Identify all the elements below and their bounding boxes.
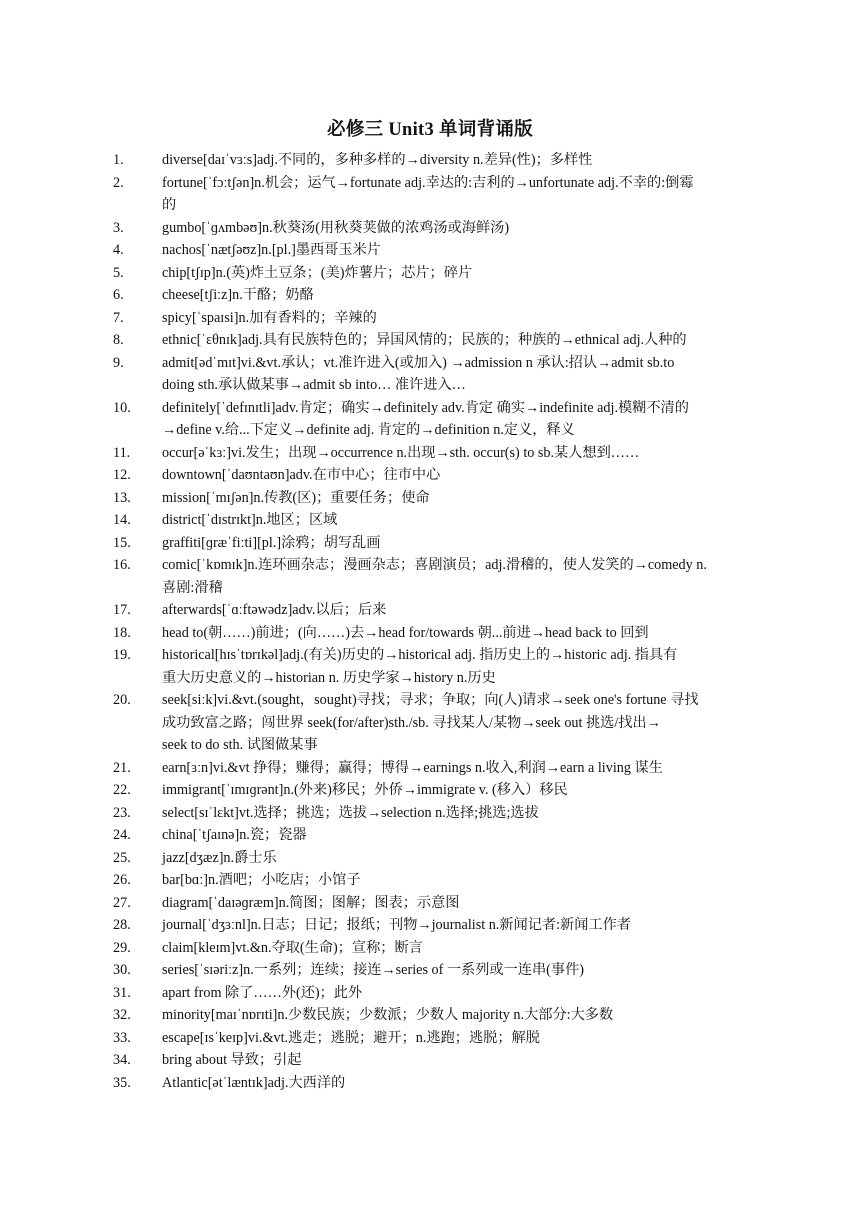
entry-number: 30.	[113, 962, 131, 978]
entry-line: comic[ˈkɒmɪk]n.连环画杂志；漫画杂志；喜剧演员；adj.滑稽的，使人发笑的→comedy n.	[162, 557, 707, 573]
entry-number: 5.	[113, 264, 124, 281]
vocab-entry	[0, 307, 860, 330]
entry-number: 24.	[113, 827, 131, 843]
entry-number: 1.	[113, 152, 124, 168]
entry-text	[162, 914, 732, 937]
entry-text	[162, 487, 732, 510]
entry-line: seek[siːk]vi.&vt.(sought，sought)寻找；寻求；争取；向(人)请求→seek one's fortune 寻找	[162, 692, 699, 708]
entry-number: 8.	[113, 332, 124, 348]
vocab-entry	[0, 802, 860, 825]
entry-line: claim[kleɪm]vt.&n.夺取(生命)；宣称；断言	[162, 939, 423, 956]
entry-line: apart from 除了……外(还)；此外	[162, 984, 363, 1001]
entry-number: 2.	[113, 174, 124, 191]
entry-number: 25.	[113, 849, 131, 866]
entry-number: 12.	[113, 467, 131, 483]
entry-line: earn[ɜːn]vi.&vt 挣得；赚得；赢得；博得→earnings n.收入,利润→earn a living 谋生	[162, 759, 663, 776]
entry-text	[162, 1027, 732, 1050]
entry-number: 31.	[113, 984, 131, 1001]
entry-line: mission[ˈmɪʃən]n.传教(区)；重要任务；使命	[162, 489, 430, 506]
vocab-entry	[0, 329, 860, 352]
vocab-entry	[0, 1049, 860, 1072]
entry-text	[162, 284, 732, 307]
entry-line: district[ˈdɪstrɪkt]n.地区；区域	[162, 512, 338, 528]
entry-line: jazz[dʒæz]n.爵士乐	[162, 849, 277, 866]
entry-number: 29.	[113, 939, 131, 956]
entry-line: Atlantic[ətˈlæntɪk]adj.大西洋的	[162, 1074, 346, 1091]
entry-line: admit[ədˈmɪt]vi.&vt.承认；vt.准许进入(或加入) →admission n 承认:招认→admit sb.to	[162, 354, 675, 371]
vocabulary-list	[0, 149, 860, 1094]
vocab-entry	[0, 824, 860, 847]
vocab-entry	[0, 352, 860, 397]
entry-line: 喜剧:滑稽	[162, 579, 223, 596]
vocab-entry	[0, 1004, 860, 1027]
entry-line: afterwards[ˈɑːftəwədz]adv.以后；后来	[162, 602, 387, 618]
entry-line: cheese[tʃiːz]n.干酪；奶酪	[162, 287, 314, 303]
entry-line: fortune[ˈfɔːtʃən]n.机会；运气→fortunate adj.幸达的:吉利的→unfortunate adj.不幸的:倒霉	[162, 174, 694, 191]
entry-text	[162, 689, 732, 757]
entry-text	[162, 172, 732, 217]
entry-line: downtown[ˈdaʊntaʊn]adv.在市中心；往市中心	[162, 467, 441, 483]
entry-text	[162, 644, 732, 689]
page-title: 必修三 Unit3 单词背诵版	[327, 120, 533, 140]
vocab-entry	[0, 442, 860, 465]
entry-number: 20.	[113, 692, 131, 708]
entry-line: 重大历史意义的→historian n. 历史学家→history n.历史	[162, 669, 496, 686]
entry-line: immigrant[ˈɪmɪɡrənt]n.(外来)移民；外侨→immigrate v. (移入）移民	[162, 782, 568, 798]
entry-text	[162, 352, 732, 397]
entry-text	[162, 757, 732, 780]
vocab-entry	[0, 622, 860, 645]
entry-text	[162, 307, 732, 330]
entry-text	[162, 262, 732, 285]
entry-number: 26.	[113, 872, 131, 888]
entry-number: 23.	[113, 804, 131, 821]
entry-line: graffiti[ɡræˈfiːti][pl.]涂鸦；胡写乱画	[162, 534, 381, 551]
entry-number: 32.	[113, 1007, 131, 1023]
entry-line: definitely[ˈdefɪnɪtli]adv.肯定；确实→definitely adv.肯定 确实→indefinite adj.模糊不清的	[162, 399, 689, 416]
entry-number: 4.	[113, 242, 124, 258]
entry-line: select[sɪˈlɛkt]vt.选择；挑选；选拔→selection n.选择;挑选;选拔	[162, 804, 539, 821]
entry-number: 28.	[113, 917, 131, 933]
entry-number: 11.	[113, 444, 131, 461]
entry-line: occur[əˈkɜː]vi.发生；出现→occurrence n.出现→sth. occur(s) to sb.某人想到……	[162, 444, 640, 461]
entry-text	[162, 869, 732, 892]
entry-line: diverse[daɪˈvɜːs]adj.不同的，多种多样的→diversity n.差异(性)；多样性	[162, 152, 593, 168]
entry-number: 34.	[113, 1052, 131, 1068]
vocab-entry	[0, 284, 860, 307]
entry-number: 15.	[113, 534, 131, 551]
vocab-entry	[0, 847, 860, 870]
entry-line: doing sth.承认做某事→admit sb into… 准许进入…	[162, 377, 466, 393]
entry-text	[162, 1049, 732, 1072]
entry-number: 19.	[113, 647, 131, 663]
entry-number: 18.	[113, 624, 131, 641]
entry-line: ethnic[ˈɛθnɪk]adj.具有民族特色的；异国风情的；民族的；种族的→ethnical adj.人种的	[162, 332, 687, 348]
entry-line: historical[hɪsˈtɒrɪkəl]adj.(有关)历史的→historical adj. 指历史上的→historic adj. 指具有	[162, 647, 678, 663]
entry-text	[162, 802, 732, 825]
entry-text	[162, 779, 732, 802]
vocab-entry	[0, 509, 860, 532]
entry-text	[162, 1072, 732, 1095]
entry-line: chip[tʃɪp]n.(英)炸土豆条；(美)炸薯片；芯片；碎片	[162, 264, 473, 281]
vocab-entry	[0, 239, 860, 262]
entry-text	[162, 239, 732, 262]
vocab-entry	[0, 217, 860, 240]
entry-number: 17.	[113, 602, 131, 618]
entry-text	[162, 509, 732, 532]
entry-number: 16.	[113, 557, 131, 573]
entry-line: 成功致富之路；闯世界 seek(for/after)sth./sb. 寻找某人/某物→seek out 挑选/找出→	[162, 714, 661, 731]
entry-text	[162, 149, 732, 172]
entry-line: spicy[ˈspaɪsi]n.加有香料的；辛辣的	[162, 309, 377, 326]
vocab-entry	[0, 464, 860, 487]
entry-number: 22.	[113, 782, 131, 798]
entry-text	[162, 937, 732, 960]
vocab-entry	[0, 779, 860, 802]
entry-text	[162, 532, 732, 555]
entry-line: bar[bɑː]n.酒吧；小吃店；小馆子	[162, 872, 361, 888]
vocab-entry	[0, 532, 860, 555]
entry-line: 的	[162, 197, 177, 213]
entry-text	[162, 397, 732, 442]
vocab-entry	[0, 554, 860, 599]
entry-line: minority[maɪˈnɒrɪti]n.少数民族；少数派；少数人 majority n.大部分:大多数	[162, 1007, 614, 1023]
entry-text	[162, 959, 732, 982]
entry-number: 10.	[113, 399, 131, 416]
entry-text	[162, 554, 732, 599]
entry-text	[162, 599, 732, 622]
vocab-entry	[0, 892, 860, 915]
entry-line: series[ˈsɪəriːz]n.一系列；连续；接连→series of 一系列或一连串(事件)	[162, 962, 585, 978]
entry-text	[162, 442, 732, 465]
entry-text	[162, 464, 732, 487]
entry-number: 3.	[113, 219, 124, 236]
vocab-entry	[0, 689, 860, 757]
vocab-entry	[0, 982, 860, 1005]
vocab-entry	[0, 757, 860, 780]
vocab-entry	[0, 914, 860, 937]
entry-line: nachos[ˈnætʃəʊz]n.[pl.]墨西哥玉米片	[162, 242, 381, 258]
entry-text	[162, 847, 732, 870]
vocab-entry	[0, 959, 860, 982]
vocab-entry	[0, 644, 860, 689]
entry-line: escape[ɪsˈkeɪp]vi.&vt.逃走；逃脱；避开；n.逃跑；逃脱；解脱	[162, 1029, 540, 1046]
entry-line: →define v.给...下定义→definite adj. 肯定的→definition n.定义，释义	[162, 422, 575, 438]
entry-number: 35.	[113, 1074, 131, 1091]
entry-number: 21.	[113, 759, 131, 776]
entry-line: diagram[ˈdaɪəɡræm]n.简图；图解；图表；示意图	[162, 894, 460, 911]
vocab-entry	[0, 397, 860, 442]
entry-text	[162, 982, 732, 1005]
vocab-entry	[0, 937, 860, 960]
entry-line: seek to do sth. 试图做某事	[162, 737, 318, 753]
entry-line: gumbo[ˈɡʌmbəʊ]n.秋葵汤(用秋葵荚做的浓鸡汤或海鲜汤)	[162, 219, 510, 236]
entry-text	[162, 824, 732, 847]
entry-line: head to(朝……)前进；(向……)去→head for/towards 朝...前进→head back to 回到	[162, 624, 649, 641]
entry-number: 27.	[113, 894, 131, 911]
entry-text	[162, 329, 732, 352]
vocab-entry	[0, 869, 860, 892]
vocab-entry	[0, 262, 860, 285]
entry-number: 13.	[113, 489, 131, 506]
entry-number: 9.	[113, 354, 124, 371]
vocab-entry	[0, 487, 860, 510]
vocab-entry	[0, 1027, 860, 1050]
vocab-entry	[0, 172, 860, 217]
entry-line: journal[ˈdʒɜːnl]n.日志；日记；报纸；刊物→journalist n.新闻记者:新闻工作者	[162, 917, 631, 933]
entry-text	[162, 217, 732, 240]
entry-text	[162, 892, 732, 915]
vocab-entry	[0, 1072, 860, 1095]
entry-number: 14.	[113, 512, 131, 528]
vocab-entry	[0, 149, 860, 172]
entry-number: 6.	[113, 287, 124, 303]
entry-line: bring about 导致；引起	[162, 1052, 302, 1068]
entry-text	[162, 1004, 732, 1027]
entry-number: 7.	[113, 309, 124, 326]
entry-line: china[ˈtʃaɪnə]n.瓷；瓷器	[162, 827, 307, 843]
entry-text	[162, 622, 732, 645]
entry-number: 33.	[113, 1029, 131, 1046]
vocab-entry	[0, 599, 860, 622]
